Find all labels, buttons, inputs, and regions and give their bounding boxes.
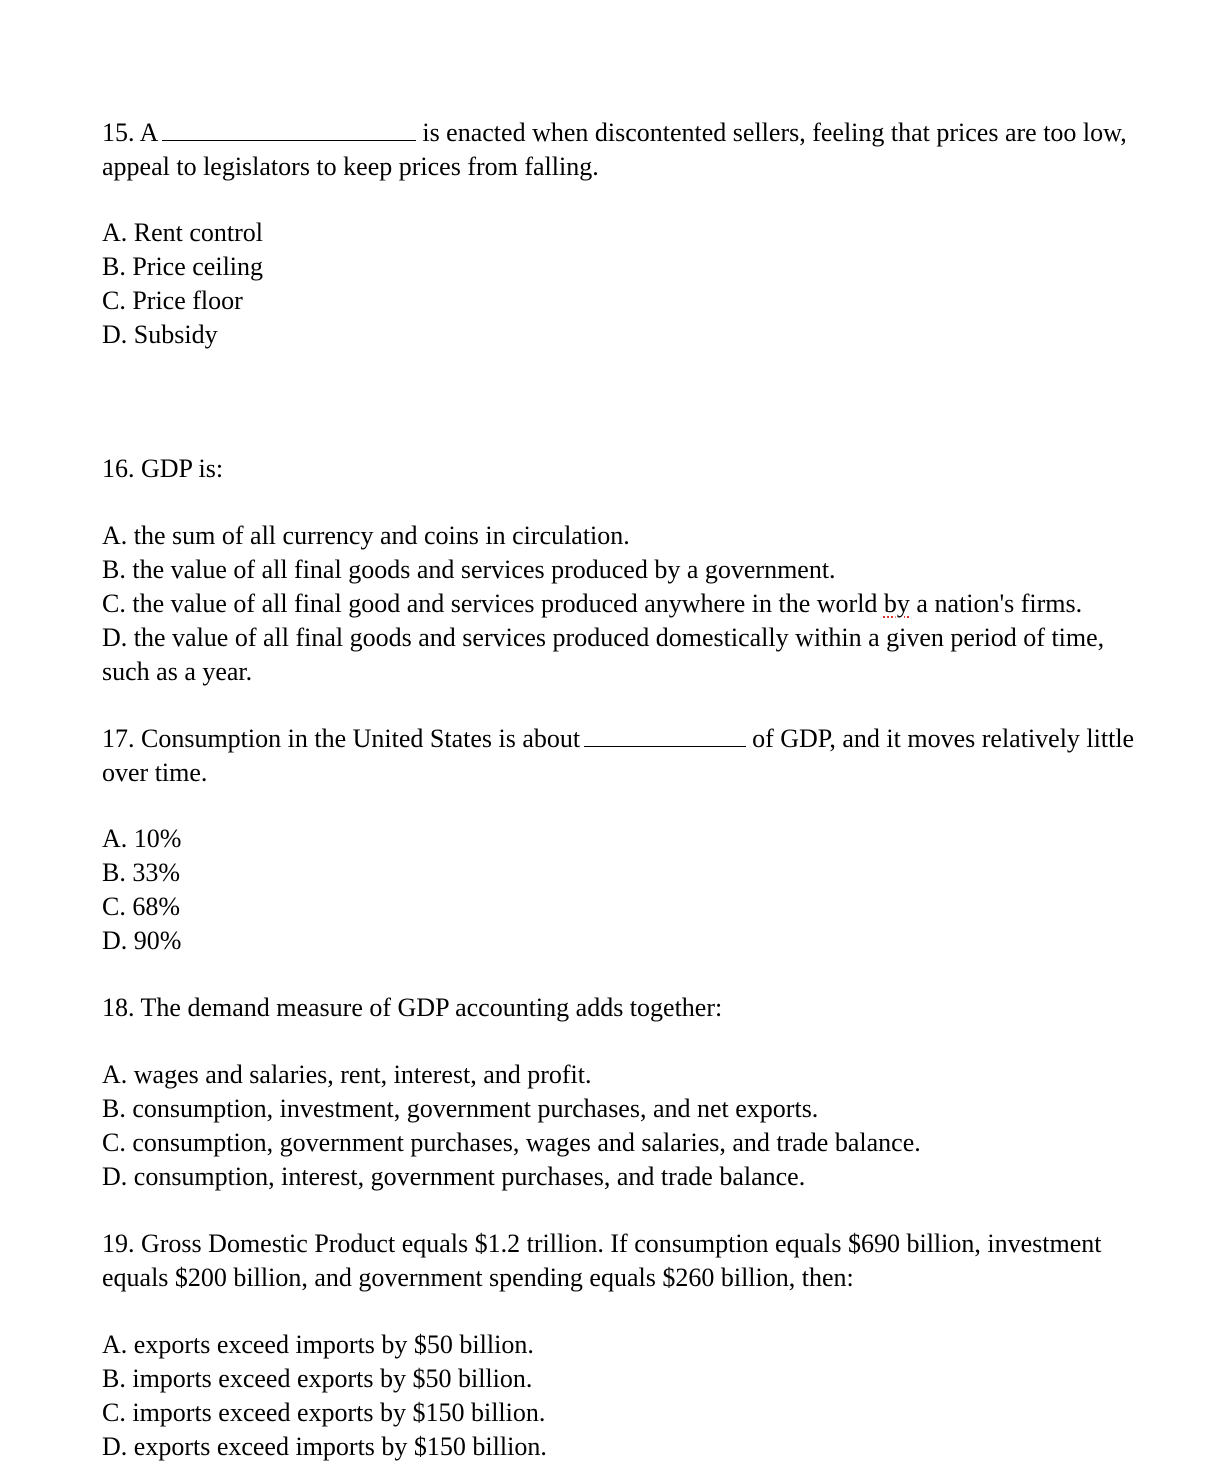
option-b: B. the value of all final goods and services produced by a government. xyxy=(102,555,836,584)
question-16-options xyxy=(102,519,1152,689)
question-17-options xyxy=(102,822,1152,958)
question-15-options xyxy=(102,216,1152,352)
option-d: D. the value of all final goods and services produced domestically within a given period of time, such as a year. xyxy=(102,623,1105,686)
question-18: 18. The demand measure of GDP accounting adds together: xyxy=(102,993,723,1022)
option-d: D. exports exceed imports by $150 billion. xyxy=(102,1432,547,1461)
answer-blank xyxy=(162,116,416,141)
option-d: D. Subsidy xyxy=(102,320,218,349)
question-text: is enacted when discontented sellers, feeling that prices are too low, appeal to legislators to keep prices from falling. xyxy=(102,118,1127,181)
option-a: A. 10% xyxy=(102,824,182,853)
question-text: 15. A xyxy=(102,118,159,147)
question-18-options xyxy=(102,1058,1152,1194)
question-text: of GDP, and it moves relatively little over time. xyxy=(102,724,1135,787)
option-c: C. consumption, government purchases, wages and salaries, and trade balance. xyxy=(102,1128,921,1157)
answer-blank xyxy=(584,722,746,747)
question-19-options xyxy=(102,1328,1152,1464)
option-a: A. the sum of all currency and coins in circulation. xyxy=(102,521,630,550)
question-15 xyxy=(102,116,1152,184)
question-16: 16. GDP is: xyxy=(102,454,224,483)
option-b: B. 33% xyxy=(102,858,180,887)
option-text: C. the value of all final good and services produced anywhere in the world xyxy=(102,589,884,618)
option-b: B. imports exceed exports by $50 billion. xyxy=(102,1364,533,1393)
option-b: B. Price ceiling xyxy=(102,252,264,281)
option-text: a nation's firms. xyxy=(909,589,1083,618)
option-c: C. imports exceed exports by $150 billion. xyxy=(102,1398,546,1427)
option-b: B. consumption, investment, government purchases, and net exports. xyxy=(102,1094,819,1123)
question-17 xyxy=(102,722,1152,790)
option-d: D. consumption, interest, government purchases, and trade balance. xyxy=(102,1162,806,1191)
option-a: A. wages and salaries, rent, interest, and profit. xyxy=(102,1060,592,1089)
spellcheck-flagged-word[interactable]: by xyxy=(883,589,910,618)
option-c: C. Price floor xyxy=(102,286,243,315)
option-a: A. Rent control xyxy=(102,218,264,247)
option-c: C. 68% xyxy=(102,892,180,921)
option-a: A. exports exceed imports by $50 billion. xyxy=(102,1330,534,1359)
question-19: 19. Gross Domestic Product equals $1.2 trillion. If consumption equals $690 billion, investment equals $200 billion, and government spending equals $260 billion, then: xyxy=(102,1229,1102,1292)
question-text: 17. Consumption in the United States is about xyxy=(102,724,581,753)
option-c xyxy=(102,587,1152,621)
option-d: D. 90% xyxy=(102,926,182,955)
